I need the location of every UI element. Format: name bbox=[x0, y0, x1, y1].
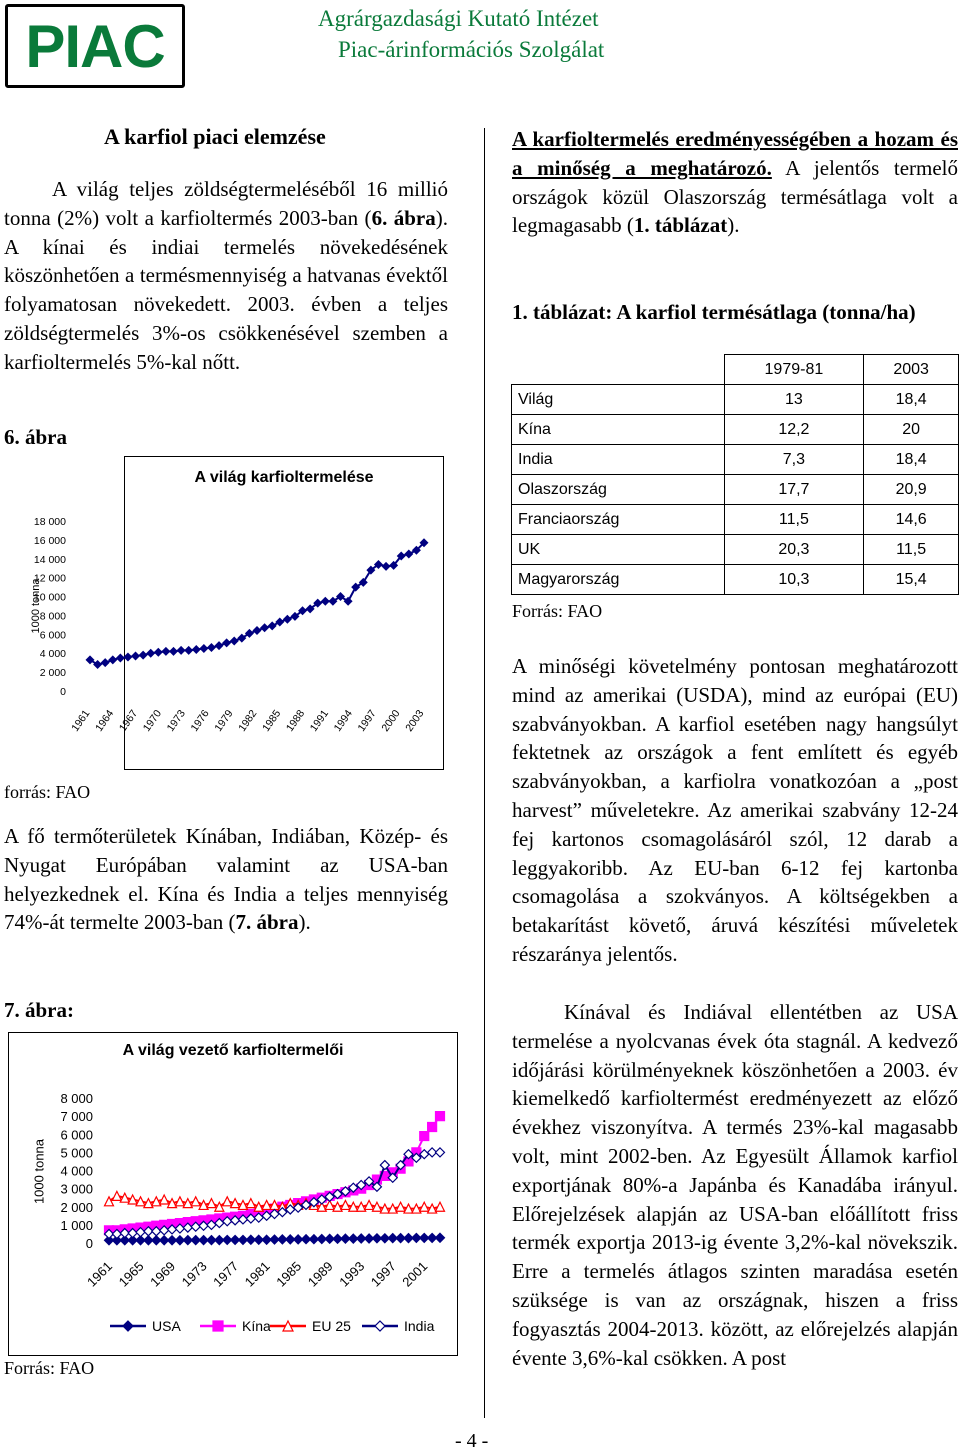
legend-label: Kína bbox=[242, 1318, 271, 1334]
chart2-point bbox=[436, 1148, 445, 1157]
service-name: Piac-árinformációs Szolgálat bbox=[338, 37, 605, 62]
legend-label: EU 25 bbox=[312, 1318, 351, 1334]
chart2-y-tick: 8 000 bbox=[60, 1091, 93, 1106]
table-cell-country: Magyarország bbox=[512, 565, 725, 595]
table-cell-value: 10,3 bbox=[724, 565, 864, 595]
legend-label: USA bbox=[152, 1318, 181, 1334]
table-row bbox=[512, 535, 959, 565]
chart1-x-tick: 1997 bbox=[355, 707, 379, 734]
chart2-x-tick: 1969 bbox=[147, 1258, 179, 1290]
table-cell-value: 13 bbox=[724, 385, 864, 415]
chart1-y-tick: 2 000 bbox=[39, 667, 66, 680]
table-row bbox=[512, 475, 959, 505]
table-row bbox=[512, 385, 959, 415]
chart2-point bbox=[420, 1132, 429, 1141]
chart1-y-tick: 10 000 bbox=[33, 591, 66, 604]
legend-marker bbox=[375, 1321, 385, 1331]
table-cell-value: 18,4 bbox=[864, 445, 959, 475]
chart1-y-tick: 0 bbox=[60, 686, 66, 698]
chart2-x-tick: 1993 bbox=[336, 1258, 368, 1290]
chart2-x-tick: 1961 bbox=[84, 1258, 116, 1290]
table-cell-value: 12,2 bbox=[724, 415, 864, 445]
regions-text-post: ). bbox=[298, 910, 311, 935]
chart2-point bbox=[428, 1123, 437, 1132]
table-cell-value: 11,5 bbox=[864, 535, 959, 565]
chart1-x-tick: 1991 bbox=[307, 707, 332, 734]
chart1-y-tick: 8 000 bbox=[39, 610, 66, 623]
article-heading: A karfiol piaci elemzése bbox=[104, 124, 326, 149]
yield-table bbox=[511, 354, 959, 595]
chart1-x-tick: 1979 bbox=[212, 707, 236, 734]
table-cell-value: 18,4 bbox=[864, 385, 959, 415]
chart1-x-tick: 1994 bbox=[331, 707, 355, 734]
intro-text-post: ). A kínai és indiai termelés növekedésének köszönhetően a termésmennyiség a hatvanas évektől folyamatosan növekedett. 2003. évben a teljes zöldségtermelés 3%-os csökkenésével szemben a karfioltermelés 5%-kal nőtt. bbox=[4, 205, 449, 374]
table-cell-value: 11,5 bbox=[724, 505, 864, 535]
chart2-y-tick: 0 bbox=[85, 1236, 93, 1251]
chart1-x-tick: 1982 bbox=[236, 707, 260, 734]
chart1-y-tick: 16 000 bbox=[33, 534, 66, 547]
table-cell-country: UK bbox=[512, 535, 725, 565]
fig7-source: Forrás: FAO bbox=[4, 1358, 95, 1378]
table-cell-value: 20,3 bbox=[724, 535, 864, 565]
chart2-x-tick: 2001 bbox=[399, 1258, 431, 1290]
table1-reference: 1. táblázat bbox=[633, 213, 728, 238]
chart2-x-tick: 1973 bbox=[178, 1258, 210, 1290]
chart2-ylabel: 1000 tonna bbox=[31, 1138, 47, 1205]
table-row bbox=[512, 415, 959, 445]
legend-marker bbox=[123, 1321, 133, 1331]
chart1-x-tick: 1961 bbox=[69, 707, 93, 734]
chart2-y-tick: 6 000 bbox=[60, 1127, 93, 1143]
table-header-period2: 2003 bbox=[864, 355, 959, 385]
chart2-point bbox=[436, 1112, 445, 1121]
fig7-reference: 7. ábra bbox=[235, 910, 299, 935]
chart2-x-tick: 1981 bbox=[241, 1258, 273, 1290]
page-number: - 4 - bbox=[455, 1430, 489, 1452]
chart2-x-tick: 1997 bbox=[367, 1258, 399, 1290]
table-cell-country: India bbox=[512, 445, 725, 475]
table-cell-value: 20,9 bbox=[864, 475, 959, 505]
chart2-x-tick: 1985 bbox=[273, 1258, 305, 1290]
table-cell-country: Világ bbox=[512, 385, 725, 415]
fig6-reference: 6. ábra bbox=[371, 205, 436, 230]
chart1-x-tick: 1985 bbox=[260, 707, 284, 734]
chart1-y-tick: 4 000 bbox=[39, 648, 66, 661]
institute-name: Agrárgazdasági Kutató Intézet bbox=[318, 6, 599, 31]
table-cell-country: Olaszország bbox=[512, 475, 725, 505]
chart2-y-tick: 2 000 bbox=[60, 1199, 93, 1215]
chart1-x-tick: 1976 bbox=[188, 707, 212, 734]
table-row bbox=[512, 445, 959, 475]
quality-paragraph: A minőségi követelmény pontosan meghatározott mind az amerikai (USDA), mind az európai (EU) szabványokban. A karfiol esetében nagy hangsúlyt fektetnek az országok a fent említett és egyéb szabványokban, a karfiolra vonatkozóan a „post harvest” műveletekre. Az amerikai szabvány 12-24 fej kartonos csomagolásáról szól, 12 darab a leggyakoribb. Az EU-ban 6-12 fej kartonba csomagolása a szokványos. A költségekben a betakarítást követő, áruvá készítési műveletek részaránya jelentős. bbox=[512, 654, 958, 966]
intro-text-pre: A világ teljes zöldségtermeléséből 16 millió tonna (2%) volt a karfioltermés 2003-ban ( bbox=[4, 177, 448, 230]
chart2-title: A világ vezető karfioltermelői bbox=[122, 1042, 344, 1059]
table-caption: 1. táblázat: A karfiol termésátlaga (tonna/ha) bbox=[512, 300, 916, 324]
table-header-empty bbox=[512, 355, 725, 385]
table-cell-value: 17,7 bbox=[724, 475, 864, 505]
chart2-y-tick: 1 000 bbox=[60, 1217, 93, 1233]
legend-label: India bbox=[404, 1318, 435, 1334]
chart1-ylabel: 1000 tonna bbox=[30, 578, 42, 634]
regions-text-pre: A fő termőterületek Kínában, Indiában, Közép- és Nyugat Európában valamint az USA-ban helyezkednek el. Kína és India a teljes mennyiség 74%-át termelte 2003-ban ( bbox=[4, 824, 448, 935]
chart1-x-tick: 1973 bbox=[164, 707, 188, 734]
table-cell-value: 7,3 bbox=[724, 445, 864, 475]
table-cell-value: 14,6 bbox=[864, 505, 959, 535]
yield-key-sentence: A karfioltermelés eredményességében a hozam és a minőség a meghatározó. bbox=[512, 127, 958, 180]
table-header-period1: 1979-81 bbox=[724, 355, 864, 385]
fig7-label: 7. ábra: bbox=[4, 998, 74, 1022]
piac-logo-text: PIAC bbox=[25, 12, 165, 80]
chart1-x-tick: 1970 bbox=[140, 707, 165, 734]
chart1-y-tick: 12 000 bbox=[33, 572, 66, 585]
chart1-x-tick: 2000 bbox=[379, 707, 403, 734]
chart1-x-tick: 1967 bbox=[116, 707, 141, 734]
table-cell-country: Kína bbox=[512, 415, 725, 445]
chart1-y-tick: 18 000 bbox=[33, 516, 66, 528]
chart2-y-tick: 3 000 bbox=[60, 1181, 93, 1197]
yield-text: A jelentős termelő országok közül Olaszország termésátlaga volt a legmagasabb ( bbox=[512, 155, 958, 238]
chart1-y-tick: 14 000 bbox=[33, 553, 66, 566]
fig6-source: forrás: FAO bbox=[4, 782, 91, 802]
table-row bbox=[512, 505, 959, 535]
table-cell-country: Franciaország bbox=[512, 505, 725, 535]
chart1-x-tick: 2003 bbox=[403, 707, 427, 734]
table-cell-value: 15,4 bbox=[864, 565, 959, 595]
chart1-x-tick: 1964 bbox=[93, 707, 117, 734]
chart2-x-tick: 1989 bbox=[304, 1258, 336, 1290]
fig6-label: 6. ábra bbox=[4, 425, 67, 449]
chart2-y-tick: 5 000 bbox=[60, 1145, 93, 1161]
yield-paragraph bbox=[512, 125, 958, 240]
yield-text-end: ). bbox=[727, 213, 740, 238]
chart2-x-tick: 1977 bbox=[210, 1258, 242, 1290]
chart2-x-tick: 1965 bbox=[115, 1258, 147, 1290]
chart2-y-tick: 4 000 bbox=[60, 1163, 93, 1179]
chart1-y-tick: 6 000 bbox=[39, 629, 66, 642]
usa-paragraph: Kínával és Indiával ellentétben az USA termelése a nyolcvanas évek óta stagnál. A kedvező időjárási körülményeknek köszönhetően a 2003. év kiemelkedő karfioltermést eredményezett az előző évekhez viszonyítva. A termés 23%-kal magasabb volt, mint 2002-ben. Az Egyesült Államok karfiol exportjának 80%-a Japánba és Kanadába irányul. Előrejelzések alapján az USA-ban előállított friss termék exportja 2013-ig évente 3,2%-kal növekszik. Erre a termelés átlagos szinten maradása esetén szüksége is van az országnak, hiszen a friss fogyasztás 2004-2013. között, az előrejelzés alapján évente 3,6%-kal csökken. A post bbox=[512, 1000, 958, 1370]
chart1-x-tick: 1988 bbox=[283, 707, 308, 734]
table-source: Forrás: FAO bbox=[512, 601, 603, 621]
table-row bbox=[512, 565, 959, 595]
table-header-row bbox=[512, 355, 959, 385]
chart2-point bbox=[436, 1233, 445, 1242]
legend-marker bbox=[213, 1321, 223, 1331]
chart1-title: A világ karfioltermelése bbox=[194, 469, 374, 486]
chart2-y-tick: 7 000 bbox=[60, 1109, 93, 1125]
table-cell-value: 20 bbox=[864, 415, 959, 445]
